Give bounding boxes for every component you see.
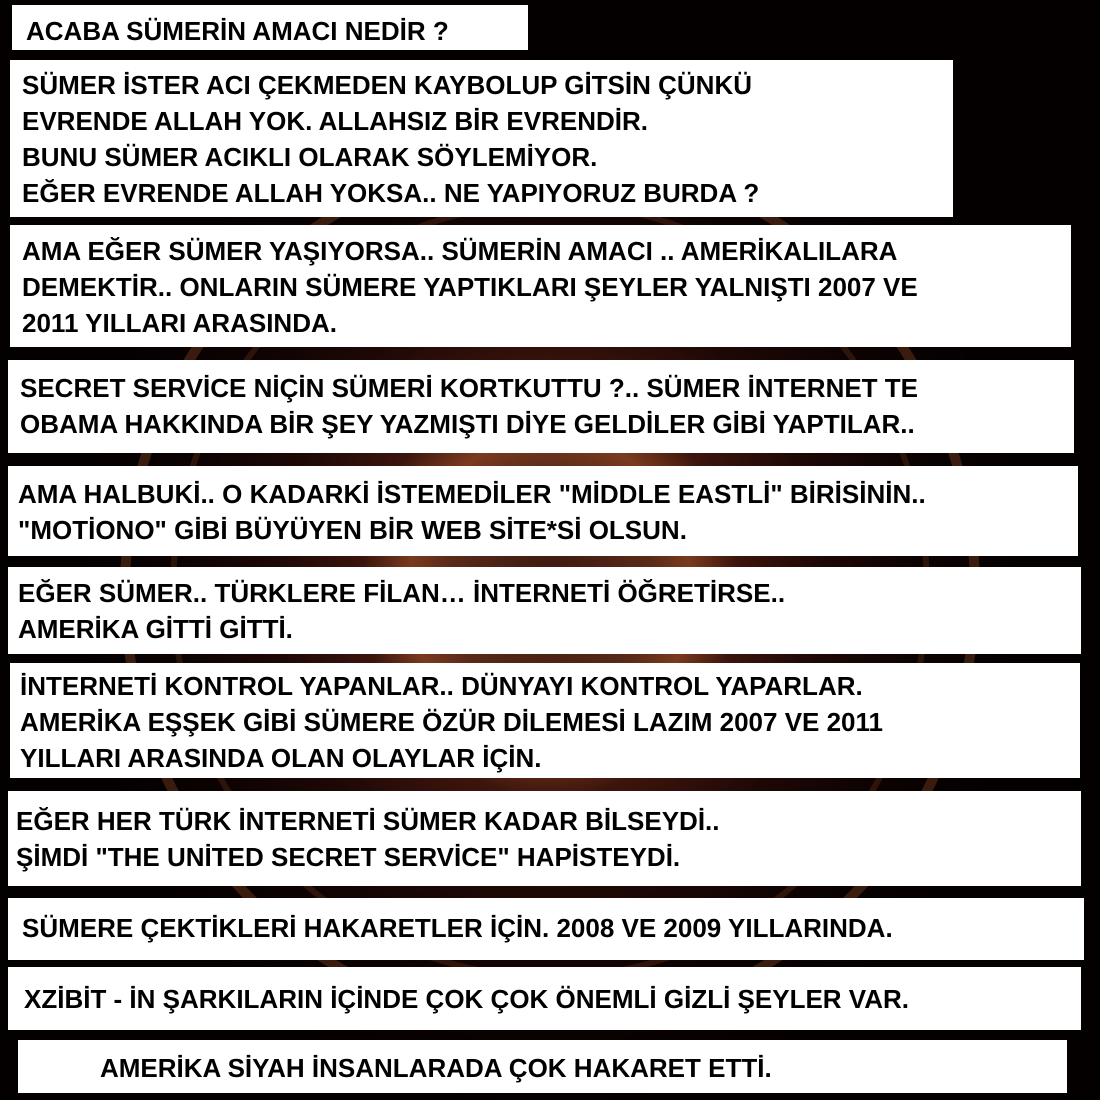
text-line: EĞER HER TÜRK İNTERNETİ SÜMER KADAR BİLSEYDİ.. bbox=[16, 806, 720, 836]
text-line: OBAMA HAKKINDA BİR ŞEY YAZMIŞTI DİYE GELDİLER GİBİ YAPTILAR.. bbox=[20, 409, 915, 439]
text-line: AMERİKA EŞŞEK GİBİ SÜMERE ÖZÜR DİLEMESİ LAZIM 2007 VE 2011 bbox=[20, 707, 884, 737]
text-line: YILLARI ARASINDA OLAN OLAYLAR İÇİN. bbox=[20, 743, 542, 773]
text-line: EVRENDE ALLAH YOK. ALLAHSIZ BİR EVRENDİR. bbox=[22, 106, 648, 136]
title-text: ACABA SÜMERİN AMACI NEDİR ? bbox=[26, 16, 449, 46]
text-line: ŞİMDİ "THE UNİTED SECRET SERVİCE" HAPİSTEYDİ. bbox=[16, 842, 681, 872]
text-line: İNTERNETİ KONTROL YAPANLAR.. DÜNYAYI KONTROL YAPARLAR. bbox=[20, 671, 863, 701]
text-line: "MOTİONO" GİBİ BÜYÜYEN BİR WEB SİTE*Sİ OLSUN. bbox=[18, 515, 687, 545]
text-line: AMERİKA GİTTİ GİTTİ. bbox=[18, 614, 293, 644]
text-box-8 bbox=[8, 898, 1084, 960]
text-box-2 bbox=[10, 225, 1071, 347]
text-box-6 bbox=[10, 663, 1080, 778]
text-line: BUNU SÜMER ACIKLI OLARAK SÖYLEMİYOR. bbox=[22, 142, 598, 172]
text-line: AMA EĞER SÜMER YAŞIYORSA.. SÜMERİN AMACI .. AMERİKALILARA bbox=[22, 236, 898, 266]
text-line: SÜMERE ÇEKTİKLERİ HAKARETLER İÇİN. 2008 VE 2009 YILLARINDA. bbox=[22, 913, 893, 943]
text-line: AMERİKA SİYAH İNSANLARADA ÇOK HAKARET ETTİ. bbox=[100, 1053, 772, 1083]
title-box bbox=[12, 5, 528, 50]
text-box-10 bbox=[18, 1040, 1067, 1093]
text-line: XZİBİT - İN ŞARKILARIN İÇİNDE ÇOK ÇOK ÖNEMLİ GİZLİ ŞEYLER VAR. bbox=[24, 984, 909, 1014]
text-box-5 bbox=[8, 567, 1081, 654]
text-line: EĞER SÜMER.. TÜRKLERE FİLAN… İNTERNETİ ÖĞRETİRSE.. bbox=[18, 578, 786, 608]
text-box-1 bbox=[10, 60, 953, 217]
text-box-3 bbox=[8, 360, 1074, 453]
text-box-9 bbox=[8, 967, 1081, 1030]
text-line: AMA HALBUKİ.. O KADARKİ İSTEMEDİLER "MİDDLE EASTLİ" BİRİSİNİN.. bbox=[18, 479, 926, 509]
text-line: SECRET SERVİCE NİÇİN SÜMERİ KORTKUTTU ?.. SÜMER İNTERNET TE bbox=[20, 373, 919, 403]
text-line: 2011 YILLARI ARASINDA. bbox=[22, 308, 337, 338]
text-line: DEMEKTİR.. ONLARIN SÜMERE YAPTIKLARI ŞEYLER YALNIŞTI 2007 VE bbox=[22, 272, 918, 302]
text-box-7 bbox=[8, 791, 1081, 886]
text-box-4 bbox=[8, 466, 1078, 556]
text-line: EĞER EVRENDE ALLAH YOKSA.. NE YAPIYORUZ BURDA ? bbox=[22, 178, 760, 208]
text-line: SÜMER İSTER ACI ÇEKMEDEN KAYBOLUP GİTSİN ÇÜNKÜ bbox=[22, 70, 752, 100]
